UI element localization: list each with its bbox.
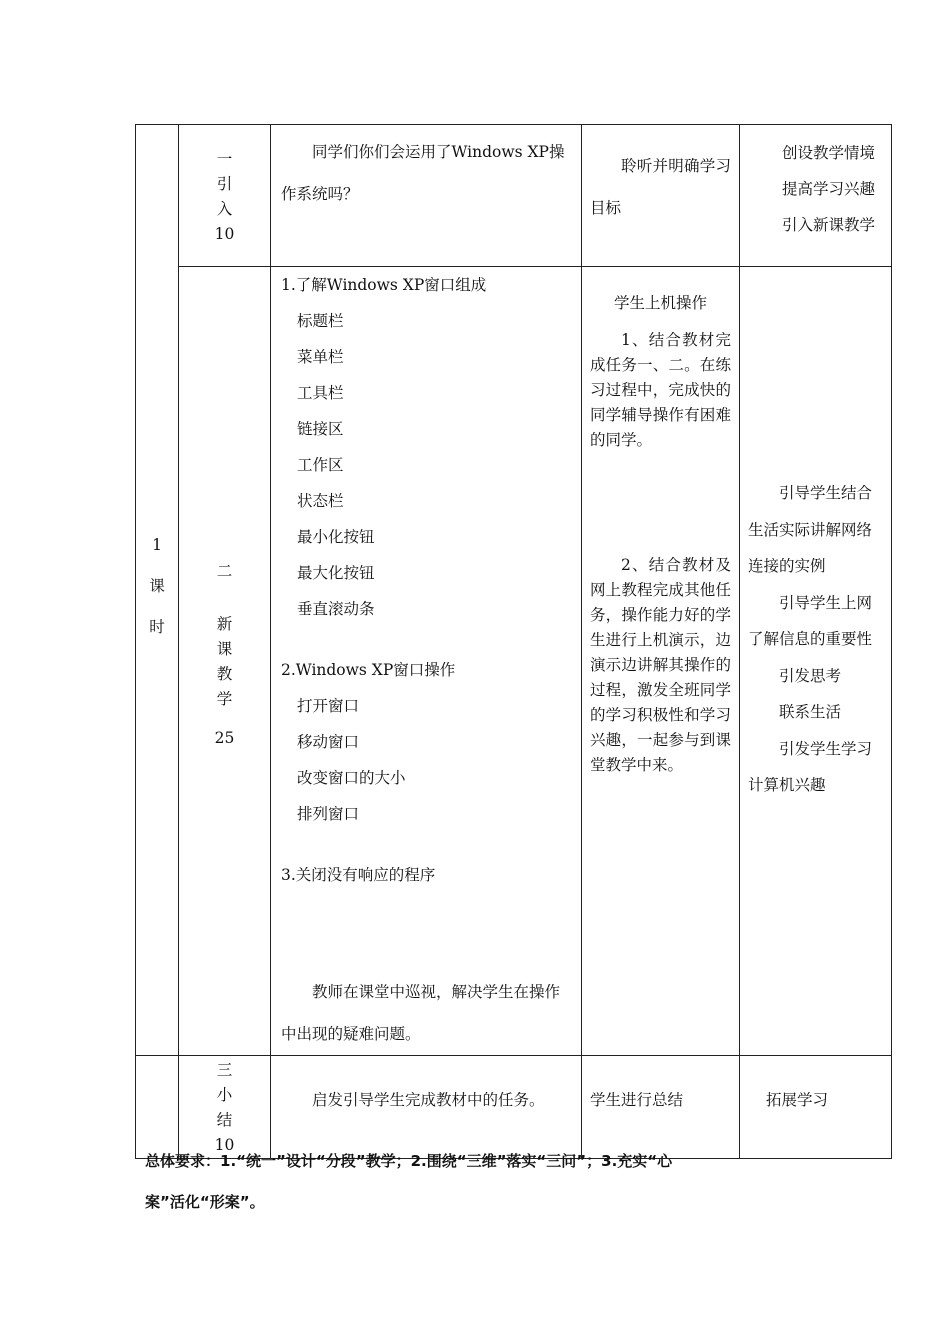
stage-char: 二 (216, 562, 233, 580)
intent-line: 连接的实例 (748, 557, 826, 575)
period-cell (136, 125, 179, 1056)
list-item: 排列窗口 (297, 805, 360, 823)
student-cell-new (582, 267, 740, 1056)
teacher-note: 教师在课堂中巡视，解决学生在操作中出现的疑难问题。 (281, 983, 561, 1043)
stage-char: 新 (216, 615, 233, 633)
intent-text: 拓展学习 (766, 1091, 829, 1109)
list-item: 打开窗口 (297, 697, 360, 715)
stage-cell-intro (179, 125, 271, 267)
stage-char: 小 (216, 1086, 233, 1104)
intent-cell-summary (740, 1056, 892, 1159)
lesson-plan-table (135, 124, 892, 1159)
student-cell-intro (582, 125, 740, 267)
intent-line: 引入新课教学 (782, 216, 876, 234)
table-row (136, 125, 892, 267)
stage-char: 教 (216, 665, 233, 683)
intent-cell-new (740, 267, 892, 1056)
intent-line: 生活实际讲解网络 (748, 520, 873, 539)
section-title: 1.了解Windows XP窗口组成 (281, 276, 487, 294)
list-item: 状态栏 (297, 492, 344, 510)
stage-minutes: 10 (214, 225, 235, 243)
teacher-cell-intro (271, 125, 582, 267)
list-item: 工作区 (297, 456, 344, 474)
teacher-text: 启发引导学生完成教材中的任务。 (312, 1091, 545, 1109)
student-heading: 学生上机操作 (613, 294, 707, 312)
intent-line: 提高学习兴趣 (782, 180, 876, 198)
stage-cell-summary (179, 1056, 271, 1159)
stage-char: 一 (216, 150, 233, 168)
list-item: 链接区 (297, 420, 344, 438)
section-title: 2.Windows XP窗口操作 (281, 661, 456, 679)
stage-char: 三 (216, 1061, 233, 1079)
teacher-cell-new (271, 267, 582, 1056)
student-text: 聆听并明确学习目标 (590, 157, 731, 217)
intent-line: 引导学生结合 (779, 484, 873, 502)
student-paragraph: 2、结合教材及网上教程完成其他任务，操作能力好的学生进行上机演示，边演示边讲解其操作的过程，激发全班同学的学习积极性和学习兴趣，一起参与到课堂教学中来。 (590, 556, 731, 774)
intent-line: 了解信息的重要性 (748, 630, 873, 648)
table-row (136, 267, 892, 1056)
list-item: 标题栏 (297, 312, 344, 330)
stage-cell-new (179, 267, 271, 1056)
footer-line: 总体要求：1.“统一”设计“分段”教学；2.围绕“三维”落实“三问”；3.充实“心 (145, 1152, 673, 1170)
period-number: 1 (152, 536, 162, 554)
stage-char: 结 (216, 1111, 233, 1129)
stage-char: 入 (216, 200, 233, 218)
section-title: 3.关闭没有响应的程序 (281, 866, 436, 884)
stage-minutes: 25 (214, 729, 235, 747)
period-cell-empty (136, 1056, 179, 1159)
intent-line: 联系生活 (779, 703, 842, 721)
list-item: 最小化按钮 (297, 528, 375, 546)
period-char: 课 (149, 577, 165, 595)
list-item: 工具栏 (297, 384, 344, 402)
list-item: 移动窗口 (297, 733, 360, 751)
intent-line: 计算机兴趣 (748, 776, 826, 794)
intent-line: 引发学生学习 (779, 739, 873, 758)
stage-char: 课 (216, 640, 233, 658)
intent-line: 引发思考 (779, 666, 842, 685)
stage-char: 学 (216, 690, 233, 708)
intent-line: 创设教学情境 (782, 144, 876, 162)
footer-line: 案”活化“形案”。 (145, 1193, 265, 1211)
student-paragraph: 1、结合教材完成任务一、二。在练习过程中，完成快的同学辅导操作有困难的同学。 (590, 331, 731, 449)
period-char: 时 (149, 618, 165, 636)
intent-cell-intro (740, 125, 892, 267)
intent-line: 引导学生上网 (779, 593, 873, 612)
table-row (136, 1056, 892, 1159)
list-item: 改变窗口的大小 (297, 769, 406, 787)
stage-minutes: 10 (214, 1136, 235, 1154)
list-item: 最大化按钮 (297, 564, 375, 582)
teacher-cell-summary (271, 1056, 582, 1159)
student-cell-summary (582, 1056, 740, 1159)
list-item: 垂直滚动条 (297, 600, 375, 618)
stage-char: 引 (216, 175, 233, 193)
teacher-text: 同学们你们会运用了Windows XP操作系统吗？ (281, 143, 565, 203)
list-item: 菜单栏 (297, 348, 344, 366)
student-text: 学生进行总结 (590, 1091, 684, 1109)
